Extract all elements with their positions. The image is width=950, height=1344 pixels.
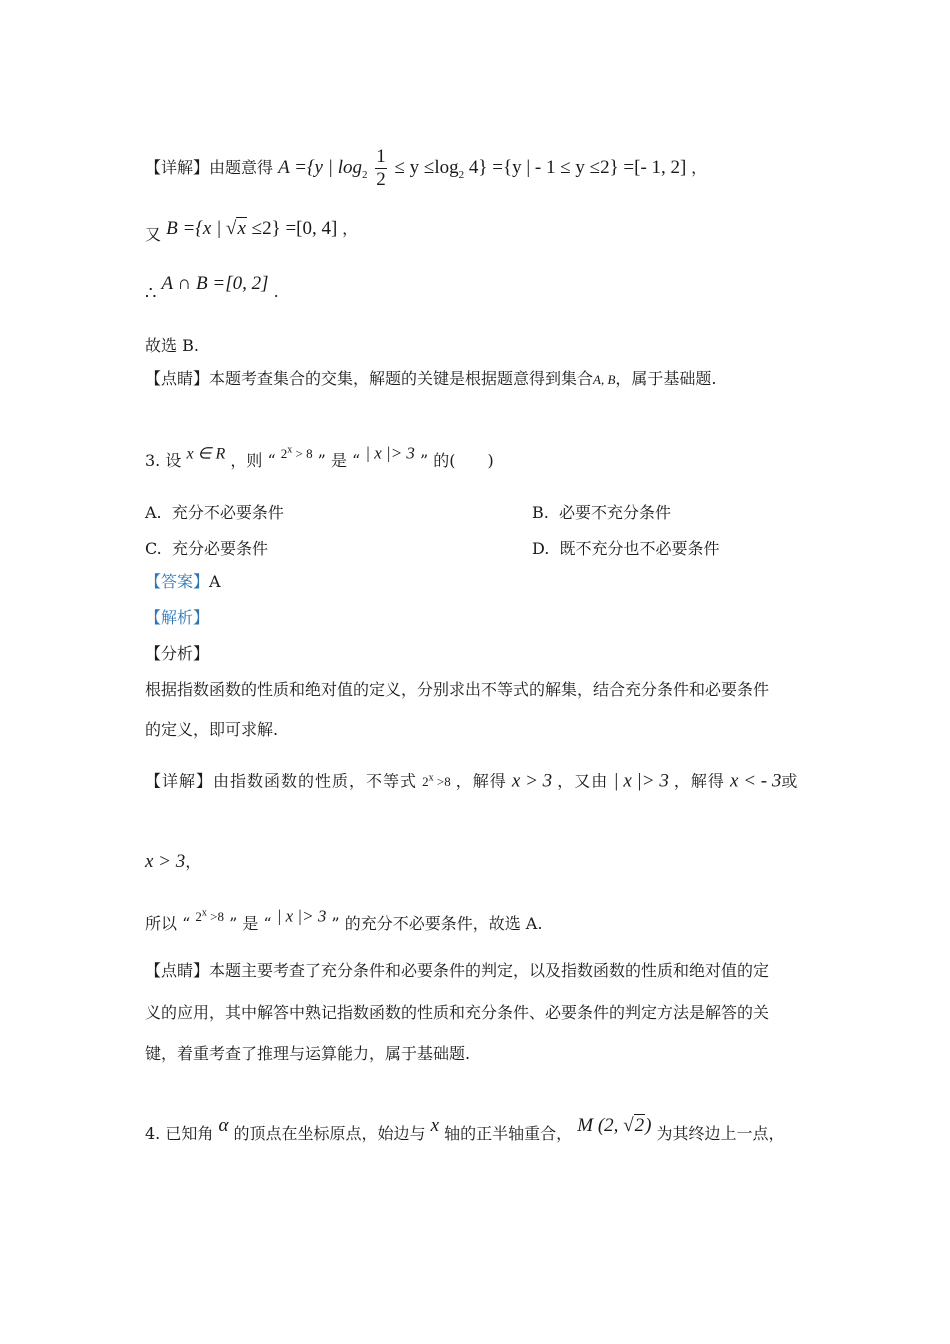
log-base: 2 [361,168,368,181]
q3-conclusion: 所以 “ $2^x >8$ ” 是 “ | x |> 3 ” 的充分不必要条件，故选 A. [145,906,543,934]
q3-prefix: 3. 设 [145,451,182,471]
option-b-letter: B. [532,503,549,522]
q3-sol-3: x > 3 [145,851,186,872]
set-b-pre: B ={x | [166,218,227,239]
option-b[interactable] [532,500,671,523]
q3-comment-3: 键，着重考查了推理与运算能力，属于基础题. [145,1044,471,1063]
set-a-expr: A ={y | log [278,156,362,178]
q3-sol-3-line: x > 3， [145,851,202,872]
q3-is: ” 是 “ [317,451,361,471]
comment-sec2: 【点睛】本题考查集合的交集，解题的关键是根据题意得到集合A, B，属于基础题. [145,369,717,388]
x-symbol: x [430,1115,440,1136]
q3-sol-2: x < - 3 [730,770,782,792]
comment-math: A, B [593,372,616,387]
punct-comma: ， [691,157,708,177]
answer-value: A [209,572,221,591]
set-a-mid: ≤ y ≤log [394,156,459,178]
q3-expr1: $2^x > 8$ [280,445,313,462]
option-d-text: 既不充分也不必要条件 [559,539,720,558]
option-b-text: 必要不充分条件 [559,503,672,522]
set-b-end: ≤2} =[0, 4] [246,218,338,239]
detail-label: 【详解】由题意得 [145,157,274,177]
q3-cond: x ∈ R [186,445,226,463]
you-word: 又 [145,225,162,244]
q3-comment-2: 义的应用，其中解答中熟记指数函数的性质和充分条件、必要条件的判定方法是解答的关 [145,1003,770,1022]
detail-line-set-b [145,218,359,244]
option-d-letter: D. [532,539,550,558]
q3-expr2: | x |> 3 [365,443,415,463]
fenxi-line-2: 的定义，即可求解. [145,720,279,739]
q3-sol-1: x > 3 [511,770,553,792]
q3-so-expr1: $2^x >8$ [195,908,224,925]
detail-line-set-a [145,146,707,191]
q3-so-expr2: | x |> 3 [276,906,327,926]
analysis-label: 【解析】 [145,608,210,627]
q3-abs: | x |> 3 [613,770,669,792]
q3-of: ” 的( ) [420,451,494,471]
option-a-text: 充分不必要条件 [171,503,284,522]
alpha-symbol: α [218,1115,229,1136]
fraction-denominator: 2 [376,169,386,190]
option-c-letter: C. [145,539,162,558]
punct-comma-2: ， [342,219,359,238]
fenxi-label: 【分析】 [145,644,210,663]
sqrt-x: √x [226,218,246,239]
detail-line-intersection [145,273,279,304]
therefore-symbol: ∴ [145,283,157,304]
q3-detail-line: 【详解】由指数函数的性质，不等式 $2^x >8$ ，解得 x > 3 ，又由 | x |> 3 ，解得 x < - 3或 [145,770,798,792]
punct-period: . [273,282,279,301]
q3-then: ，则 “ [230,451,276,471]
option-a[interactable] [145,500,284,523]
choose-b: 故选 B. [145,336,199,355]
answer-label: 【答案】 [145,572,210,591]
fenxi-line-1: 根据指数函数的性质和绝对值的定义，分别求出不等式的解集，结合充分条件和必要条件 [145,680,770,699]
set-a-end: 4} ={y | - 1 ≤ y ≤2} =[- 1, 2] [464,156,687,178]
fraction-numerator: 1 [376,146,386,167]
point-m: M (2, √2) [577,1115,652,1136]
option-c[interactable] [145,536,268,559]
answer-line [145,571,221,593]
option-a-letter: A. [145,503,162,522]
log-base-2: 2 [458,168,465,181]
option-d[interactable] [532,536,720,559]
intersection-expr: A ∩ B =[0, 2] [161,273,269,294]
q3-detail-ineq: $2^x >8$ [422,773,451,790]
question-3 [145,440,494,471]
question-4: 4. 已知角 α 的顶点在坐标原点，始边与 x 轴的正半轴重合， M (2, √2) 为其终边上一点， [145,1115,785,1143]
sqrt-2: √2 [623,1115,645,1136]
option-c-text: 充分必要条件 [171,539,268,558]
fraction-one-half [375,146,387,191]
q3-comment-1: 【点睛】本题主要考查了充分条件和必要条件的判定，以及指数函数的性质和绝对值的定 [145,961,770,980]
